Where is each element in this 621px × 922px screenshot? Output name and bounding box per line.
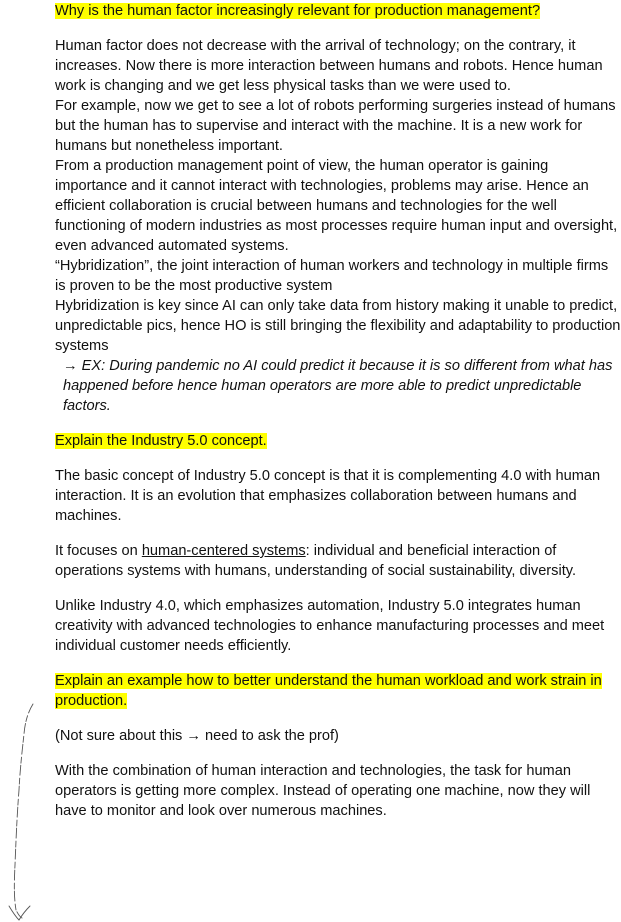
human-centered-systems-term: human-centered systems: [141, 543, 306, 559]
answer-3-paragraph-1: With the combination of human interaction and technologies, the task for human operators is getting more complex. Instead of operating one machine, now they will have to monitor and look over numerous machines.: [55, 763, 591, 819]
document-page: [55, 0, 621, 821]
answer-2-paragraph-3: Unlike Industry 4.0, which emphasizes automation, Industry 5.0 integrates human creativity with advanced technologies to enhance manufacturing processes and meet individual customer needs efficiently.: [55, 598, 605, 654]
answer-1-example: → EX: During pandemic no AI could predict it because it is so different from what has happened before hence human operators are more able to predict unpredictable factors.: [63, 358, 613, 414]
answer-1-paragraph: For example, now we get to see a lot of robots performing surgeries instead of humans but the human has to supervise and interact with the machine. It is a new work for humans but nonetheless important.: [55, 98, 616, 154]
answer-3-note: (Not sure about this → need to ask the prof): [55, 728, 339, 744]
question-3-heading: Explain an example how to better understand the human workload and work strain in production.: [55, 673, 602, 709]
margin-pen-stroke-icon: [0, 700, 40, 922]
answer-1-paragraph: Hybridization is key since AI can only take data from history making it unable to predict, unpredictable pics, hence HO is still bringing the flexibility and adaptability to production systems: [55, 298, 621, 354]
question-2-heading: Explain the Industry 5.0 concept.: [55, 433, 267, 449]
answer-1-paragraph: From a production management point of view, the human operator is gaining importance and it cannot interact with technologies, problems may arise. Hence an efficient collaboration is crucial between humans and technologies for the well functioning of modern industries as most processes require human input and oversight, even advanced automated systems.: [55, 158, 618, 254]
answer-2-paragraph-1: The basic concept of Industry 5.0 concept is that it is complementing 4.0 with human interaction. It is an evolution that emphasizes collaboration between humans and machines.: [55, 468, 601, 524]
answer-1-paragraph: Human factor does not decrease with the arrival of technology; on the contrary, it increases. Now there is more interaction between humans and robots. Hence human work is changing and we get less physical tasks than we were used to.: [55, 38, 603, 94]
question-1-heading: Why is the human factor increasingly relevant for production management?: [55, 3, 541, 19]
answer-1-paragraph: “Hybridization”, the joint interaction of human workers and technology in multiple firms is proven to be the most productive system: [55, 258, 609, 294]
answer-1: [55, 36, 621, 416]
answer-2-paragraph-2: It focuses on human-centered systems: individual and beneficial interaction of operations systems with humans, understanding of social sustainability, diversity.: [55, 543, 577, 579]
